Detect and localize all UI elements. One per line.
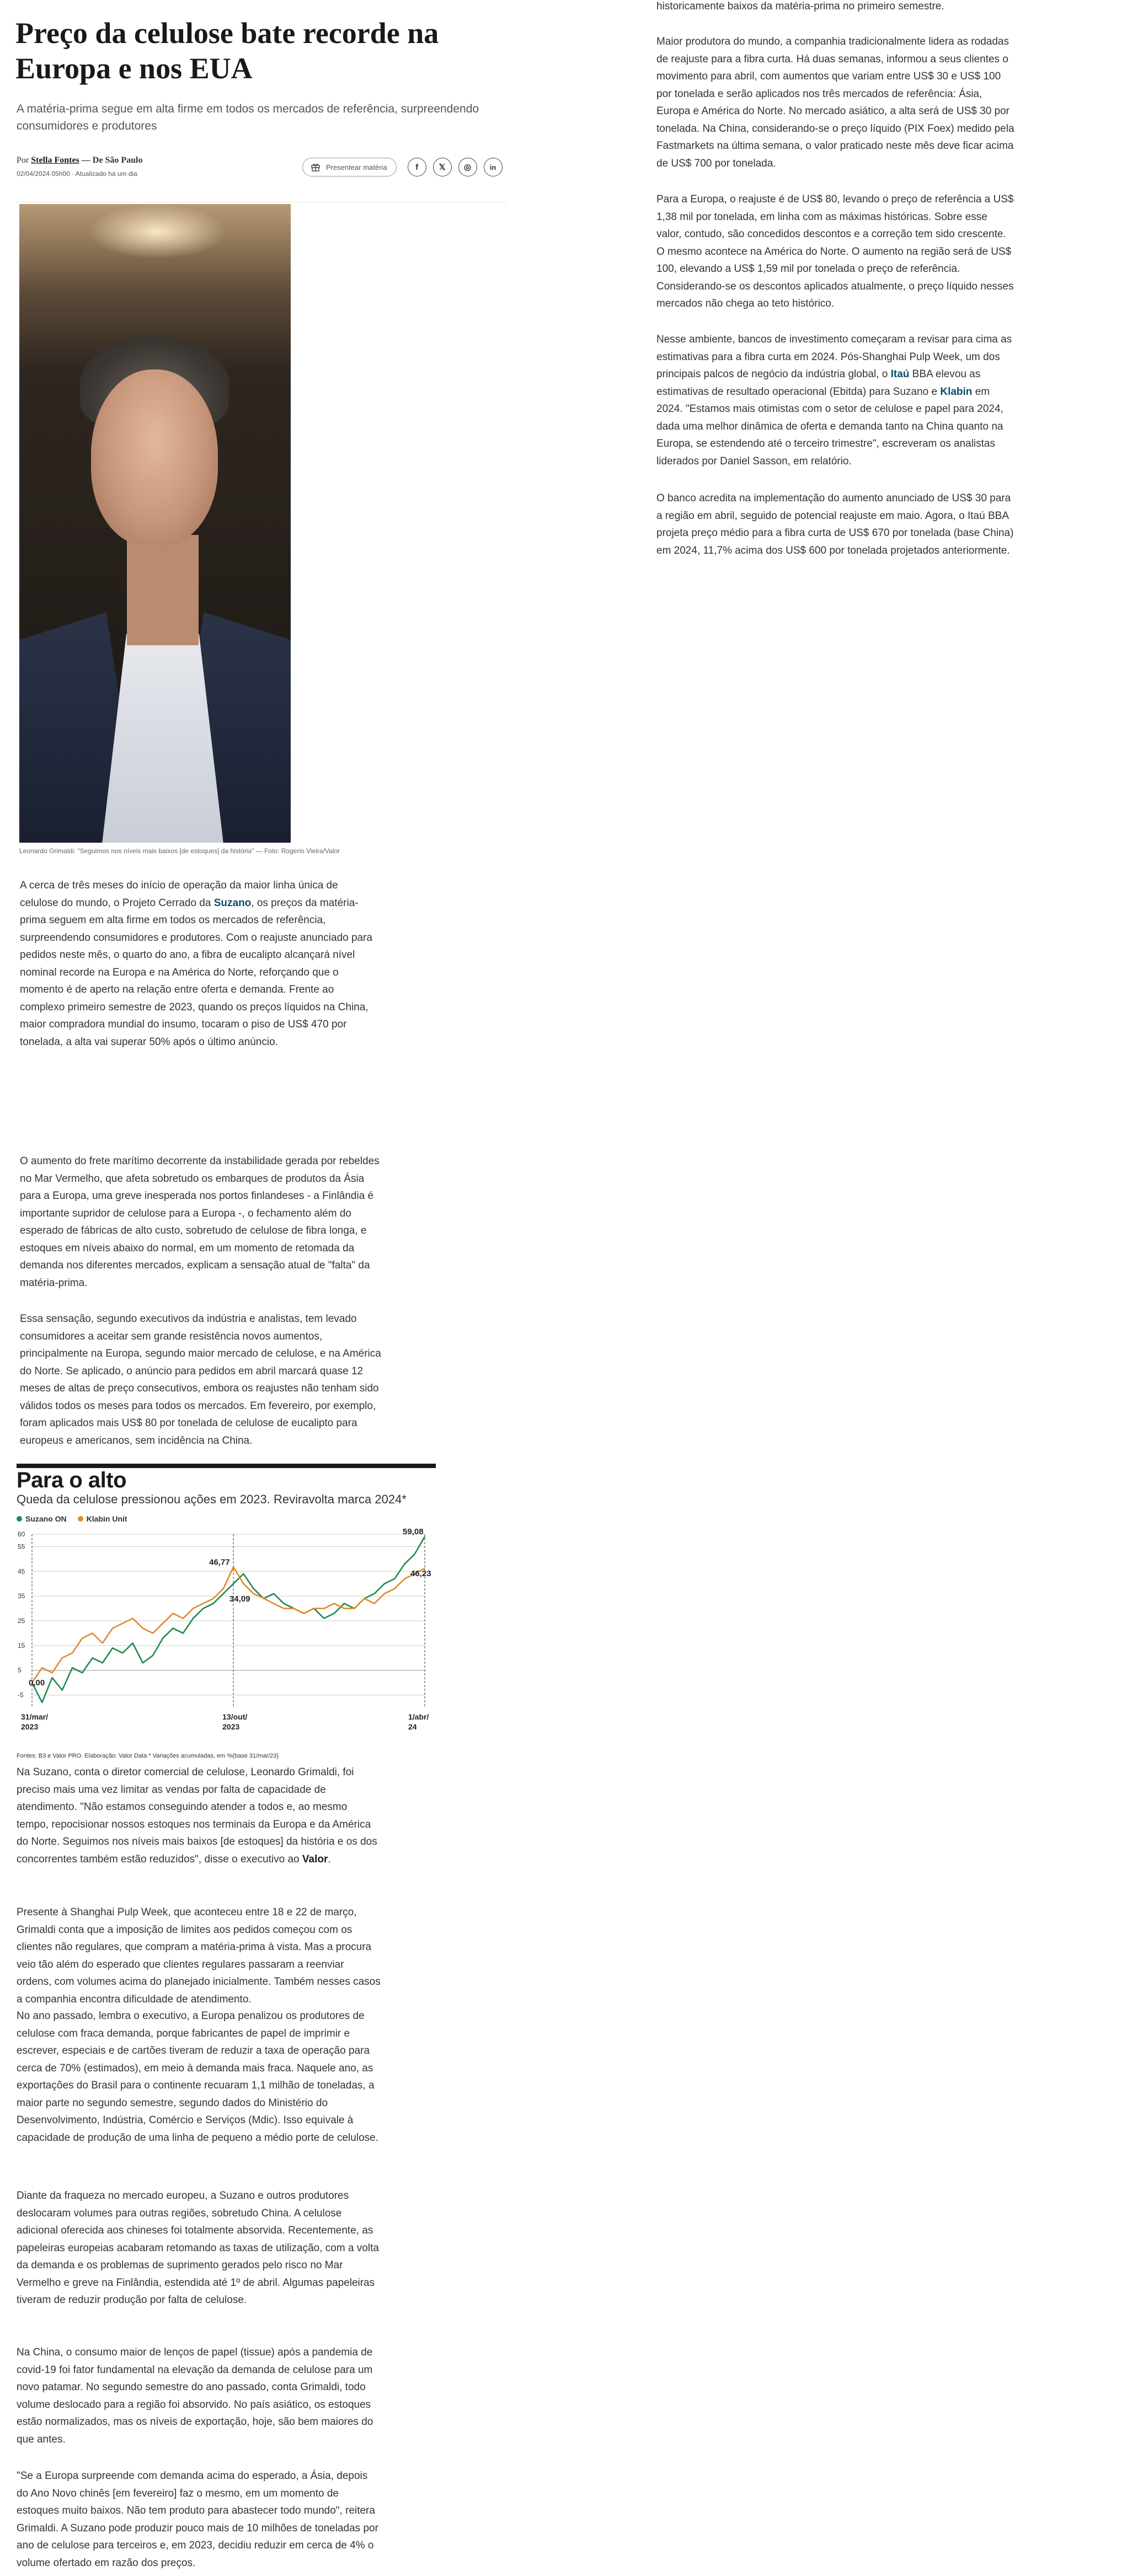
chart-ytick-label: -5 bbox=[18, 1691, 24, 1699]
paragraph-1 bbox=[20, 877, 378, 1051]
chart-title: Para o alto bbox=[17, 1468, 127, 1492]
chart-xtick-label: 2023 bbox=[21, 1722, 39, 1731]
legend-klabin-label: Klabin Unit bbox=[86, 1514, 127, 1523]
paragraph-2: O aumento do frete marítimo decorrente da instabilidade gerada por rebeldes no Mar Vermelho, que afeta sobretudo os embarques de produtos da Ásia para a Europa, uma greve inesperada nos portos finlandeses - a Finlândia é importante supridor de celulose para a Europa -, o fechamento além do esperado de fábricas de alto custo, sobretudo de celulose de fibra longa, e estoques em níveis abaixo do normal, em um momento de retomada da demanda nos diferentes mercados, explicam a sensação atual de "falta" da matéria-prima. bbox=[20, 1155, 380, 1289]
chart-xtick-label: 1/abr/ bbox=[408, 1712, 429, 1721]
suzano-link[interactable]: Suzano bbox=[213, 897, 252, 909]
byline bbox=[17, 156, 142, 165]
article-photo bbox=[19, 204, 291, 843]
chart-data-label: 34,09 bbox=[229, 1594, 250, 1604]
paragraph-4-text-a: Na Suzano, conta o diretor comercial de celulose, Leonardo Grimaldi, foi preciso mais uma vez limitar as vendas por falta de capacidade de atendimento. "Não estamos conseguindo atender a todos e, ao mesmo tempo, repocisionar nossos estoques nos terminais da Europa e da América do Norte. Seguimos nos níveis mais baixos [de estoques] da história e os dos concorrentes também estão reduzidos", disse o executivo ao bbox=[17, 1766, 377, 1865]
paragraph-1-text-b: , os preços da matéria-prima seguem em alta firme em todos os mercados de referência, surpreendendo consumidores e produtores. Com o reajuste anunciado para pedidos neste mês, o quarto do ano, a fibra de eucalipto alcançará nível nominal recorde na Europa e na América do Norte, reforçando que o momento é de aperto na relação entre oferta e demanda. Frente ao complexo primeiro semestre de 2023, quando os preços líquidos na China, maior compradora mundial do insumo, tocaram o piso de US$ 470 por tonelada, a alta vai superar 50% após o último anúncio. bbox=[20, 897, 373, 1048]
right-paragraph-4-text-a: Nesse ambiente, bancos de investimento começaram a revisar para cima as estimativas para a fibra curta em 2024. Pós-Shanghai Pulp Week, um dos principais palcos de negócio da indústria global, o bbox=[656, 334, 1012, 380]
chart-ytick-label: 60 bbox=[18, 1530, 25, 1538]
chart-top-bar bbox=[17, 1464, 436, 1468]
article-title: Preço da celulose bate recorde na Europa e nos EUA bbox=[15, 17, 439, 85]
chart-ytick-label: 5 bbox=[18, 1666, 22, 1674]
chart-ytick-label: 35 bbox=[18, 1592, 25, 1600]
photo-neck bbox=[127, 535, 199, 645]
paragraph-9: "Se a Europa surpreende com demanda acima do esperado, a Ásia, depois do Ano Novo chinês [em fevereiro] faz o mesmo, em um momento de estoques muito baixos. Não tem produto para abastecer todo mundo", reitera Grimaldi. A Suzano pode produzir pouco mais de 10 milhões de toneladas por ano de celulose para terceiros e, em 2023, decidiu reduzir em cerca de 4% o volume ofertado em razão dos preços. bbox=[17, 2470, 378, 2569]
right-paragraph-4-text-c: em 2024. "Estamos mais otimistas com o setor de celulose e papel para 2024, dada uma melhor dinâmica de oferta e demanda tanto na China quanto na Europa, se estendendo até o terceiro trimestre", escreveram os analistas liderados por Daniel Sasson, em relatório. bbox=[656, 385, 1003, 467]
photo-caption: Leonardo Grimaldi: "Seguimos nos níveis mais baixos [de estoques] da história" — Foto: Rogerio Vieira/Valor bbox=[19, 847, 340, 855]
facebook-share-button[interactable] bbox=[408, 158, 426, 176]
chart-source: Fontes: B3 e Valor PRO. Elaboração: Valor Data * Variações acumuladas, em %(base 31/mar/23) bbox=[17, 1753, 279, 1759]
whatsapp-icon: ◎ bbox=[464, 163, 472, 172]
chart-ytick-label: 15 bbox=[18, 1641, 25, 1650]
chart bbox=[17, 1464, 436, 1761]
klabin-series-line bbox=[32, 1567, 425, 1683]
paragraph-6: No ano passado, lembra o executivo, a Europa penalizou os produtores de celulose com fraca demanda, porque fabricantes de papel de imprimir e escrever, especiais e de cartões tiveram de reduzir a taxa de operação para cerca de 70% (estimados), em meio à demanda mais fraca. Naquele ano, as exportações do Brasil para o continente recuaram 1,1 milhão de toneladas, a maior parte no segundo semestre, segundo dados do Ministério do Desenvolvimento, Indústria, Comércio e Serviços (Mdic). Isso equivale à capacidade de produção de uma linha de pequeno a médio porte de celulose. bbox=[17, 2010, 378, 2144]
chart-xtick-label: 31/mar/ bbox=[21, 1712, 49, 1721]
chart-xtick-label: 2023 bbox=[222, 1722, 240, 1731]
chart-xtick-label: 13/out/ bbox=[222, 1712, 248, 1721]
legend-klabin bbox=[78, 1514, 127, 1523]
linkedin-share-button[interactable] bbox=[484, 158, 503, 176]
legend-suzano-label: Suzano ON bbox=[25, 1514, 67, 1523]
author-link[interactable]: Stella Fontes bbox=[31, 156, 79, 165]
chart-plot bbox=[17, 1525, 436, 1752]
itau-link[interactable]: Itaú bbox=[890, 368, 910, 380]
paragraph-1-text-a: A cerca de três meses do início de operação da maior linha única de celulose do mundo, o Projeto Cerrado da bbox=[20, 880, 338, 909]
chart-subtitle: Queda da celulose pressionou ações em 2023. Reviravolta marca 2024* bbox=[17, 1492, 407, 1506]
x-share-button[interactable] bbox=[433, 158, 452, 176]
right-paragraph-4 bbox=[656, 331, 1015, 470]
right-paragraph-1: historicamente baixos da matéria-prima no primeiro semestre. bbox=[656, 1, 944, 12]
chart-ytick-label: 25 bbox=[18, 1617, 25, 1625]
klabin-link[interactable]: Klabin bbox=[940, 385, 973, 398]
paragraph-5: Presente à Shanghai Pulp Week, que aconteceu entre 18 e 22 de março, Grimaldi conta que a imposição de limites aos pedidos começou com os clientes não regulares, que compram a matéria-prima à vista. Mas a procura veio tão além do esperado que clientes regulares passaram a reenviar ordens, com volumes acima do planejado inicialmente. Também nesses casos a companhia encontra dificuldade de atendimento. bbox=[17, 1906, 381, 2005]
chart-legend bbox=[17, 1514, 127, 1523]
paragraph-8: Na China, o consumo maior de lenços de papel (tissue) após a pandemia de covid-19 foi fator fundamental na elevação da demanda de celulose para um novo patamar. No segundo semestre do ano passado, conta Grimaldi, todo volume deslocado para a região foi absorvido. No país asiático, os estoques estão normalizados, mas os níveis de exportação, hoje, são bem maiores do que antes. bbox=[17, 2347, 373, 2445]
facebook-icon: f bbox=[415, 162, 419, 172]
linkedin-icon: in bbox=[489, 163, 496, 172]
right-paragraph-2: Maior produtora do mundo, a companhia tradicionalmente lidera as rodadas de reajuste para a fibra curta. Há duas semanas, informou a seus clientes o movimento para abril, com aumentos que variam entre US$ 30 e US$ 100 por tonelada e serão aplicados nos três mercados de referência: Ásia, Europa e América do Norte. No mercado asiático, a alta será de US$ 30 por tonelada. Na China, considerando-se o preço líquido (PIX Foex) medido pela Fastmarkets na última semana, o valor praticado neste mês deve ficar acima de US$ 700 por tonelada. bbox=[656, 36, 1014, 169]
byline-prefix: Por bbox=[17, 156, 29, 165]
right-paragraph-3: Para a Europa, o reajuste é de US$ 80, levando o preço de referência a US$ 1,38 mil por tonelada, em linha com as máximas históricas. Sobre esse valor, contudo, são concedidos descontos e a correção tem sido crescente. O mesmo acontece na América do Norte. O aumento na região será de US$ 100, elevando a US$ 1,59 mil por tonelada o preço de referência. Considerando-se os descontos aplicados atualmente, o preço líquido nesses mercados não chega ao teto histórico. bbox=[656, 194, 1014, 309]
right-paragraph-5: O banco acredita na implementação do aumento anunciado de US$ 30 para a região em abril, seguido de potencial reajuste em maio. Agora, o Itaú BBA projeta preço médio para a fibra curta de US$ 670 por tonelada (base China) em 2024, 11,7% acima dos US$ 600 por tonelada projetados anteriormente. bbox=[656, 492, 1014, 556]
photo-face bbox=[91, 369, 218, 546]
paragraph-3: Essa sensação, segundo executivos da indústria e analistas, tem levado consumidores a aceitar sem grande resistência novos aumentos, principalmente na Europa, segundo maior mercado de celulose, e na América do Norte. Se aplicado, o anúncio para pedidos em abril marcará quase 12 meses de altas de preço consecutivos, embora os reajustes não tenham sido válidos todos os meses para todos os mercados. Em fevereiro, por exemplo, foram aplicados mais US$ 80 por tonelada de celulose de eucalipto para europeus e americanos, sem incidência na China. bbox=[20, 1313, 381, 1447]
right-paragraph-4-text-b: BBA elevou as estimativas de resultado operacional (Ebitda) para Suzano e bbox=[656, 368, 981, 398]
legend-suzano-swatch bbox=[17, 1516, 22, 1522]
legend-klabin-swatch bbox=[78, 1516, 83, 1522]
chart-data-label: 0,00 bbox=[29, 1678, 45, 1688]
dateline: 02/04/2024 05h00 · Atualizado há um dia bbox=[17, 170, 137, 178]
chart-data-label: 46,23 bbox=[410, 1568, 431, 1578]
whatsapp-share-button[interactable] bbox=[458, 158, 477, 176]
share-bar bbox=[302, 158, 509, 176]
valor-link[interactable]: Valor bbox=[302, 1853, 328, 1865]
byline-suffix: — De São Paulo bbox=[81, 156, 143, 165]
gift-article-label: Presentear matéria bbox=[326, 163, 387, 172]
paragraph-4 bbox=[17, 1764, 381, 1868]
x-icon: 𝕏 bbox=[439, 163, 446, 172]
chart-ytick-label: 45 bbox=[18, 1567, 25, 1576]
article-subtitle: A matéria-prima segue em alta firme em todos os mercados de referência, surpreendendo consumidores e produtores bbox=[17, 103, 479, 132]
legend-suzano bbox=[17, 1514, 67, 1523]
paragraph-7: Diante da fraqueza no mercado europeu, a Suzano e outros produtores deslocaram volumes para outras regiões, sobretudo China. A celulose adicional oferecida aos chineses foi totalmente absorvida. Recentemente, as papeleiras europeias acabaram retomando as taxas de utilização, com a volta da demanda e os problemas de suprimento gerados pelo risco no Mar Vermelho e greve na Finlândia, estendida até 1º de abril. Algumas papeleiras tiveram de reduzir produção por falta de celulose. bbox=[17, 2190, 379, 2306]
chart-ytick-label: 55 bbox=[18, 1543, 25, 1551]
paragraph-4-text-b: . bbox=[328, 1853, 331, 1865]
gift-icon bbox=[311, 162, 321, 172]
gift-article-button[interactable] bbox=[302, 158, 397, 176]
chart-xtick-label: 24 bbox=[408, 1722, 417, 1731]
chart-data-label: 46,77 bbox=[209, 1557, 230, 1567]
chart-data-label: 59,08 bbox=[403, 1527, 424, 1537]
